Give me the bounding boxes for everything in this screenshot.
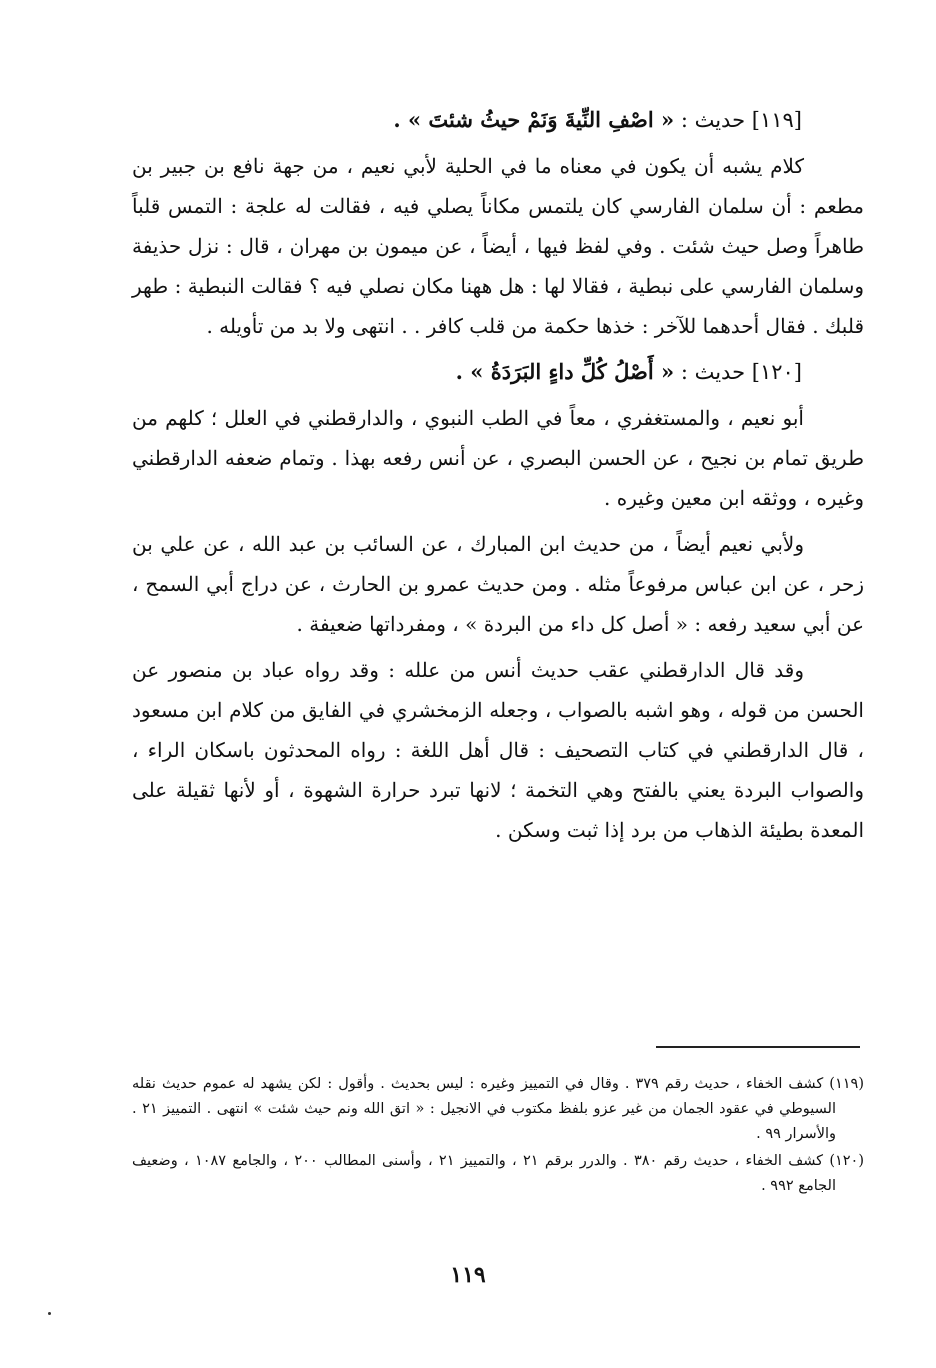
- footnote-divider: [656, 1046, 860, 1048]
- paragraph: ولأبي نعيم أيضاً ، من حديث ابن المبارك ، عن السائب بن عبد الله ، عن علي بن زحر ، عن ابن عباس مرفوعاً مثله . ومن حديث عمرو بن الحارث ، عن دراج أبي السمح ، عن أبي سعيد رفعه : « أصل كل داء من البردة » ، ومفرداتها ضعيفة .: [132, 532, 864, 636]
- footnote-text: (١٢٠) كشف الخفاء ، حديث رقم ٣٨٠ . والدرر برقم ٢١ ، والتمييز ٢١ ، وأسنى المطالب ٢٠٠ ، والجامع ١٠٨٧ ، وضعيف الجامع ٩٩٢ .: [132, 1153, 865, 1194]
- hadith-heading-119: [132, 100, 864, 140]
- paragraph: أبو نعيم ، والمستغفري ، معاً في الطب النبوي ، والدارقطني في العلل ؛ كلهم من طريق تمام بن نجيح ، عن الحسن البصري ، عن أنس رفعه بهذا . وتمام ضعفه الدارقطني وغيره ، ووثقه ابن معين وغيره .: [132, 406, 864, 510]
- footnote-120: [132, 1149, 864, 1199]
- footnote-text: (١١٩) كشف الخفاء ، حديث رقم ٣٧٩ . وقال في التمييز وغيره : ليس بحديث . وأقول : لكن يشهد له عموم حديث نقله السيوطي في عقود الجمان من غير عزو بلفظ مكتوب في الانجيل : « اتق الله ونم حيث شئت » انتهى . التمييز ٢١ . والأسرار ٩٩ .: [132, 1076, 864, 1142]
- paragraph: كلام يشبه أن يكون في معناه ما في الحلية لأبي نعيم ، من جهة نافع بن جبير بن مطعم : أن سلمان الفارسي كان يلتمس مكاناً يصلي فيه ، فقالت له علجة : التمس قلباً طاهراً وصل حيث شئت . وفي لفظ فيها ، أيضاً ، عن ميمون بن مهران ، قال : نزل حذيفة وسلمان الفارسي على نبطية ، فقالا لها : هل ههنا مكان نصلي فيه ؟ فقالت النبطية : طهر قلبك . فقال أحدهما للآخر : خذها حكمة من قلب كافر . . انتهى ولا بد من تأويله .: [132, 154, 864, 338]
- hadith-quote: « اصْفِ النِّيةَ وَنَمْ حيثُ شئتَ » .: [393, 107, 675, 132]
- footnotes: [132, 1072, 864, 1201]
- scan-speck: [48, 1312, 51, 1315]
- footnote-119: [132, 1072, 864, 1147]
- main-text: [132, 100, 864, 856]
- page-number: ١١٩: [450, 1262, 486, 1288]
- hadith-number: [١٢٠]: [751, 360, 802, 384]
- hadith-label: حديث :: [680, 108, 746, 132]
- hadith-quote: « أَصْلُ كُلِّ داءٍ البَرَدَةُ » .: [455, 359, 675, 384]
- hadith-label: حديث :: [680, 360, 746, 384]
- hadith-heading-120: [132, 352, 864, 392]
- paragraph: وقد قال الدارقطني عقب حديث أنس من علله : وقد رواه عباد بن منصور عن الحسن من قوله ، وهو اشبه بالصواب ، وجعله الزمخشري في الفايق من كلام ابن مسعود ، قال الدارقطني في كتاب التصحيف : قال أهل اللغة : رواه المحدثون باسكان الراء ، والصواب البردة يعني بالفتح وهي التخمة ؛ لانها تبرد حرارة الشهوة ، أو لأنها ثقيلة على المعدة بطيئة الذهاب من برد إذا ثبت وسكن .: [132, 658, 864, 842]
- hadith-number: [١١٩]: [751, 108, 802, 132]
